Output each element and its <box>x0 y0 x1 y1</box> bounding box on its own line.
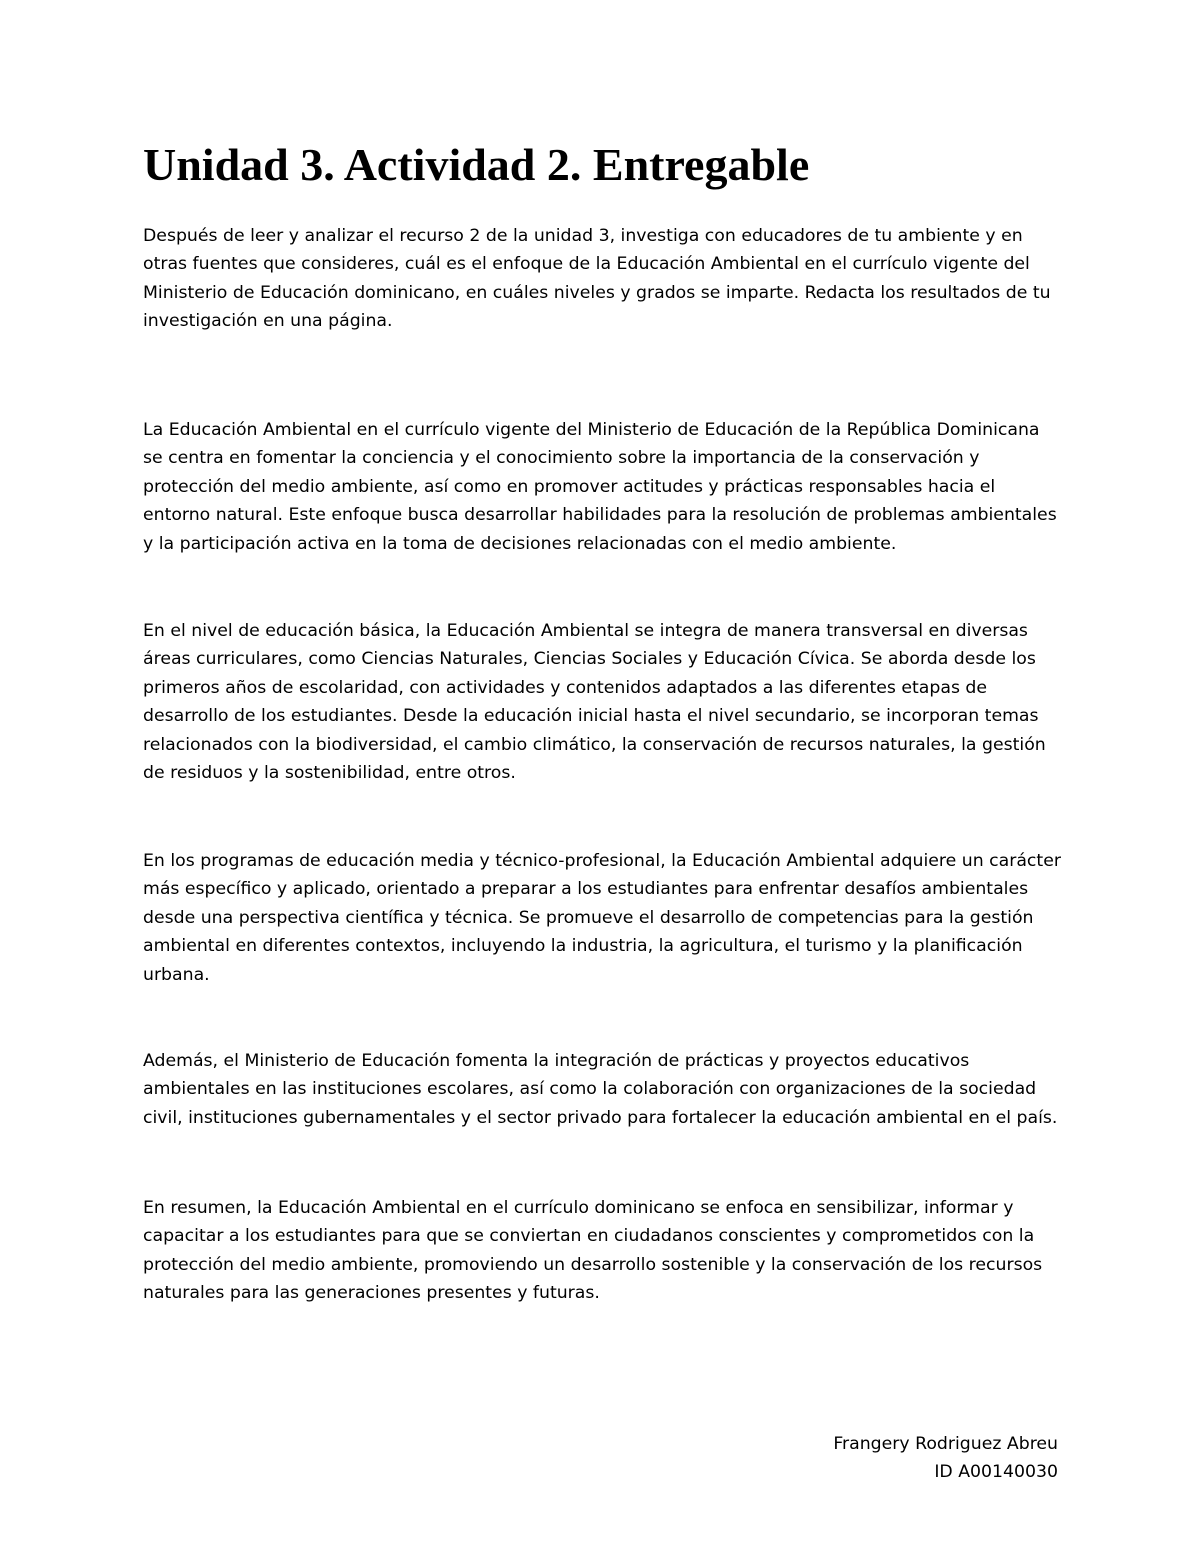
intro-paragraph: Después de leer y analizar el recurso 2 de la unidad 3, investiga con educadores de tu ambiente y en otras fuentes que consideres, cuál es el enfoque de la Educación Ambiental en el currículo vigente del Ministerio de Educación dominicano, en cuáles niveles y grados se imparte. Redacta los resultados de tu investigación en una página. <box>143 226 1051 332</box>
author-id: ID A00140030 <box>934 1462 1058 1483</box>
paragraph-resumen: En resumen, la Educación Ambiental en el currículo dominicano se enfoca en sensibilizar, informar y capacitar a los estudiantes para que se conviertan en ciudadanos conscientes y comprometidos con la protección del medio ambiente, promoviendo un desarrollo sostenible y la conservación de los recursos naturales para las generaciones presentes y futuras. <box>143 1198 1043 1304</box>
signature-block <box>833 1430 1058 1487</box>
document-title: Unidad 3. Actividad 2. Entregable <box>143 139 810 190</box>
paragraph-educacion-media: En los programas de educación media y técnico-profesional, la Educación Ambiental adquiere un carácter más específico y aplicado, orientado a preparar a los estudiantes para enfrentar desafíos ambientales desde una perspectiva científica y técnica. Se promueve el desarrollo de competencias para la gestión ambiental en diferentes contextos, incluyendo la industria, la agricultura, el turismo y la planificación urbana. <box>143 851 1061 985</box>
paragraph-proyectos: Además, el Ministerio de Educación fomenta la integración de prácticas y proyectos educativos ambientales en las instituciones escolares, así como la colaboración con organizaciones de la sociedad civil, instituciones gubernamentales y el sector privado para fortalecer la educación ambiental en el país. <box>143 1051 1058 1128</box>
paragraph-enfoque: La Educación Ambiental en el currículo vigente del Ministerio de Educación de la República Dominicana se centra en fomentar la conciencia y el conocimiento sobre la importancia de la conservación y protección del medio ambiente, así como en promover actitudes y prácticas responsables hacia el entorno natural. Este enfoque busca desarrollar habilidades para la resolución de problemas ambientales y la participación activa en la toma de decisiones relacionadas con el medio ambiente. <box>143 420 1057 554</box>
author-name: Frangery Rodriguez Abreu <box>833 1434 1058 1454</box>
paragraph-educacion-basica: En el nivel de educación básica, la Educación Ambiental se integra de manera transversal en diversas áreas curriculares, como Ciencias Naturales, Ciencias Sociales y Educación Cívica. Se aborda desde los primeros años de escolaridad, con actividades y contenidos adaptados a las diferentes etapas de desarrollo de los estudiantes. Desde la educación inicial hasta el nivel secundario, se incorporan temas relacionados con la biodiversidad, el cambio climático, la conservación de recursos naturales, la gestión de residuos y la sostenibilidad, entre otros. <box>143 621 1046 784</box>
